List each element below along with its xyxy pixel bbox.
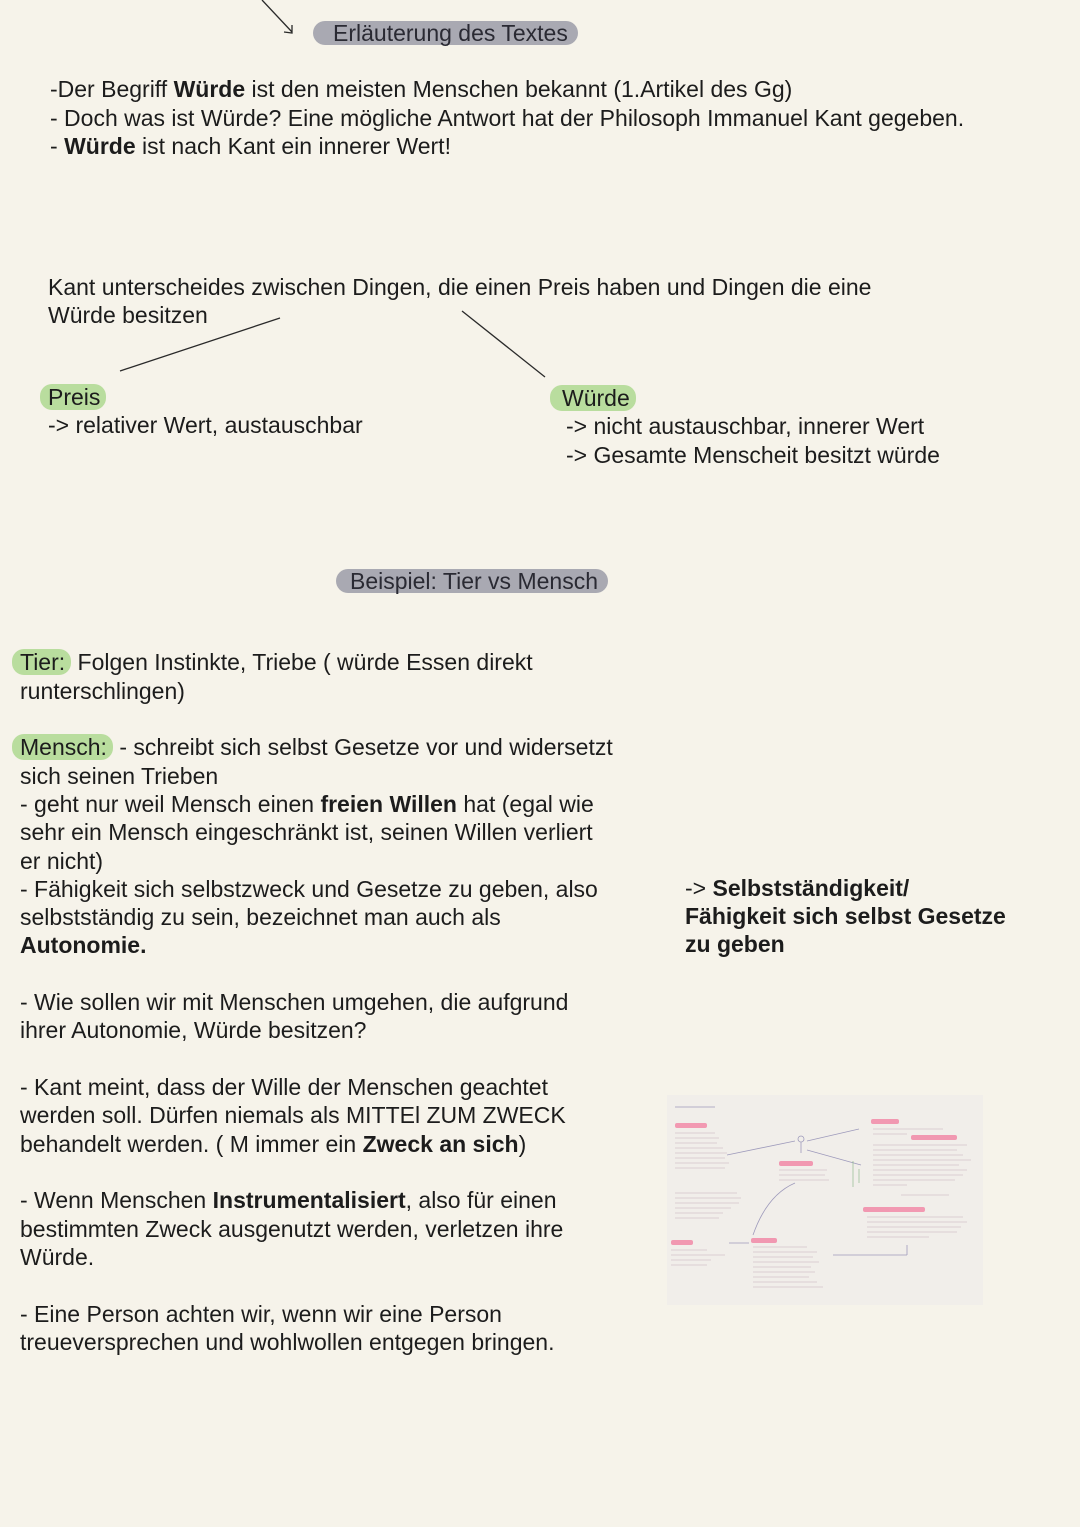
text-line (50, 75, 792, 104)
text-fragment: Folgen Instinkte, Triebe ( würde Essen direkt (71, 649, 533, 675)
text-line: Würde. (20, 1244, 95, 1270)
text-line (20, 648, 533, 677)
mindmap-thumbnail-image (667, 1095, 983, 1305)
text-line: - Eine Person achten wir, wenn wir eine Person (20, 1301, 502, 1327)
text-line: Kant unterscheides zwischen Dingen, die einen Preis haben und Dingen die eine (48, 274, 872, 300)
text-line (20, 1130, 526, 1159)
text-line: bestimmten Zweck ausgenutzt werden, verletzen ihre (20, 1216, 564, 1242)
text-fragment: - geht nur weil Mensch einen (20, 791, 321, 817)
text-fragment: ist den meisten Menschen bekannt (1.Artikel des Gg) (245, 76, 793, 102)
mindmap-sketch (667, 1095, 983, 1305)
bold-term: Fähigkeit sich selbst Gesetze (685, 903, 1006, 929)
text-line: werden soll. Dürfen niemals als MITTEl ZUM ZWECK (20, 1102, 566, 1128)
bold-term: Zweck an sich (362, 1131, 519, 1157)
bold-term: Selbstständigkeit/ (712, 875, 910, 901)
text-line: sehr ein Mensch eingeschränkt ist, seinen Willen verliert (20, 819, 593, 845)
text-line (20, 733, 613, 762)
text-line: ihrer Autonomie, Würde besitzen? (20, 1017, 367, 1043)
text-fragment: , also für einen (405, 1187, 557, 1213)
text-line: er nicht) (20, 848, 104, 874)
bold-term: freien Willen (320, 791, 457, 817)
bold-term: Instrumentalisiert (212, 1187, 406, 1213)
text-fragment: - (50, 133, 65, 159)
green-highlight: Mensch: (12, 734, 113, 760)
side-note (685, 874, 909, 903)
text-fragment: behandelt werden. ( M immer ein (20, 1131, 363, 1157)
green-highlight: Tier: (12, 649, 71, 675)
preis-label (48, 383, 106, 412)
text-line: -> nicht austauschbar, innerer Wert (566, 413, 925, 439)
line-to-wuerde (462, 311, 545, 377)
text-fragment: -> (685, 875, 713, 901)
bold-term: zu geben (685, 931, 785, 957)
section-heading-beispiel: Beispiel: Tier vs Mensch (336, 569, 608, 593)
text-line: treueversprechen und wohlwollen entgegen bringen. (20, 1329, 555, 1355)
side-note (685, 930, 785, 959)
text-fragment: ) (518, 1131, 527, 1157)
text-line: selbstständig zu sein, bezeichnet man auch als (20, 904, 501, 930)
text-fragment: -Der Begriff (50, 76, 174, 102)
text-line: -> Gesamte Menscheit besitzt würde (566, 442, 940, 468)
text-line: sich seinen Trieben (20, 763, 219, 789)
bold-term: Würde (173, 76, 246, 102)
text-line (50, 132, 451, 161)
text-line: - Kant meint, dass der Wille der Menschen geachtet (20, 1074, 548, 1100)
text-fragment: hat (egal wie (456, 791, 594, 817)
text-line: runterschlingen) (20, 678, 185, 704)
top-arrow-head (284, 25, 292, 33)
top-arrow-line (262, 0, 292, 32)
bold-term: Würde (64, 133, 136, 159)
text-fragment: - schreibt sich selbst Gesetze vor und widersetzt (112, 734, 613, 760)
text-fragment: - Wenn Menschen (20, 1187, 213, 1213)
text-line (20, 931, 147, 960)
green-highlight: Würde (550, 385, 636, 411)
section-heading-erlaeuterung: Erläuterung des Textes (313, 21, 578, 45)
text-line: Würde besitzen (48, 302, 208, 328)
text-line: - Fähigkeit sich selbstzweck und Gesetze zu geben, also (20, 876, 598, 902)
green-highlight: Preis (40, 384, 106, 410)
bold-term: Autonomie. (20, 932, 147, 958)
text-line: - Doch was ist Würde? Eine mögliche Antwort hat der Philosoph Immanuel Kant gegeben. (50, 105, 965, 131)
text-line (20, 790, 594, 819)
text-fragment: ist nach Kant ein innerer Wert! (135, 133, 451, 159)
text-line (20, 1186, 557, 1215)
side-note (685, 902, 1006, 931)
wuerde-label (562, 384, 636, 413)
text-line: -> relativer Wert, austauschbar (48, 412, 363, 438)
text-line: - Wie sollen wir mit Menschen umgehen, die aufgrund (20, 989, 569, 1015)
